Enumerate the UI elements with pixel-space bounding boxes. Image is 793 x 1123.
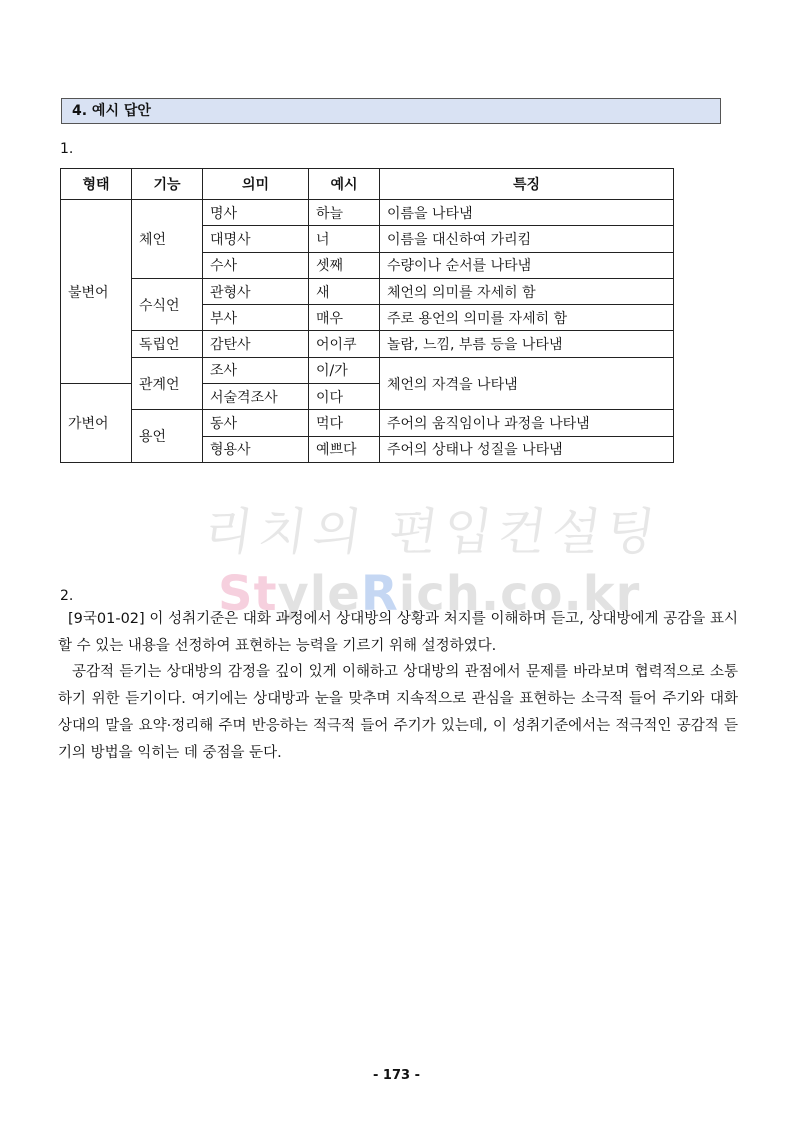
header-meaning: 의미 [203, 169, 309, 200]
watermark-part: yle [277, 566, 361, 622]
function-cell-substantive: 체언 [132, 200, 203, 279]
example-cell: 이/가 [309, 357, 380, 383]
example-cell: 이다 [309, 384, 380, 410]
meaning-cell: 감탄사 [203, 331, 309, 357]
meaning-cell: 관형사 [203, 278, 309, 304]
feature-cell: 이름을 나타냄 [380, 200, 674, 226]
meaning-cell: 부사 [203, 305, 309, 331]
function-cell-independent: 독립언 [132, 331, 203, 357]
question-1-number: 1. [60, 141, 74, 157]
section-title: 4. 예시 답안 [61, 98, 721, 124]
meaning-cell: 명사 [203, 200, 309, 226]
meaning-cell: 대명사 [203, 226, 309, 252]
question-2-number: 2. [60, 588, 74, 604]
table-header-row [61, 169, 674, 200]
watermark-korean: 리치의 편입컨설팅 [200, 503, 665, 561]
meaning-cell: 형용사 [203, 436, 309, 462]
meaning-cell: 조사 [203, 357, 309, 383]
table-row [61, 357, 674, 383]
feature-cell: 수량이나 순서를 나타냄 [380, 252, 674, 278]
header-form: 형태 [61, 169, 132, 200]
watermark-part: St [218, 566, 278, 622]
function-cell-predicate: 용언 [132, 410, 203, 463]
meaning-cell: 서술격조사 [203, 384, 309, 410]
function-cell-relational: 관계언 [132, 357, 203, 410]
feature-cell: 놀람, 느낌, 부름 등을 나타냄 [380, 331, 674, 357]
feature-cell: 주어의 상태나 성질을 나타냄 [380, 436, 674, 462]
example-cell: 너 [309, 226, 380, 252]
table-row [61, 200, 674, 226]
example-cell: 새 [309, 278, 380, 304]
header-example: 예시 [309, 169, 380, 200]
form-cell-invariable: 불변어 [61, 200, 132, 384]
meaning-cell: 수사 [203, 252, 309, 278]
answer-paragraph-2: 공감적 듣기는 상대방의 감정을 깊이 있게 이해하고 상대방의 관점에서 문제를 바라보며 협력적으로 소통하기 위한 듣기이다. 여기에는 상대방과 눈을 맞추며 지속적으로 관심을 표현하는 소극적 들어 주기와 대화 상대의 말을 요약·정리해 주며 반응하는 적극적 들어 주기가 있는데, 이 성취기준에서는 적극적인 공감적 듣기의 방법을 익히는 데 중점을 둔다. [58, 664, 738, 761]
feature-cell: 이름을 대신하여 가리킴 [380, 226, 674, 252]
table-row [61, 410, 674, 436]
example-cell: 셋째 [309, 252, 380, 278]
feature-cell: 주어의 움직임이나 과정을 나타냄 [380, 410, 674, 436]
example-cell: 먹다 [309, 410, 380, 436]
example-cell: 어이쿠 [309, 331, 380, 357]
grammar-table [60, 168, 674, 463]
table-row [61, 331, 674, 357]
function-cell-modifier: 수식언 [132, 278, 203, 331]
answer-paragraph-1: [9국01-02] 이 성취기준은 대화 과정에서 상대방의 상황과 처지를 이해하며 듣고, 상대방에게 공감을 표시할 수 있는 내용을 선정하여 표현하는 능력을 기르기 위해 설정하였다. [58, 611, 738, 654]
feature-cell: 주로 용언의 의미를 자세히 함 [380, 305, 674, 331]
example-cell: 매우 [309, 305, 380, 331]
feature-cell: 체언의 의미를 자세히 함 [380, 278, 674, 304]
form-cell-variable: 가변어 [61, 384, 132, 463]
example-cell: 하늘 [309, 200, 380, 226]
meaning-cell: 동사 [203, 410, 309, 436]
header-function: 기능 [132, 169, 203, 200]
page-number: - 173 - [373, 1068, 420, 1083]
watermark-part: ich.co.kr [398, 566, 641, 622]
example-cell: 예쁘다 [309, 436, 380, 462]
feature-cell: 체언의 자격을 나타냄 [380, 357, 674, 410]
watermark-part: R [360, 566, 399, 622]
header-feature: 특징 [380, 169, 674, 200]
table-row [61, 278, 674, 304]
